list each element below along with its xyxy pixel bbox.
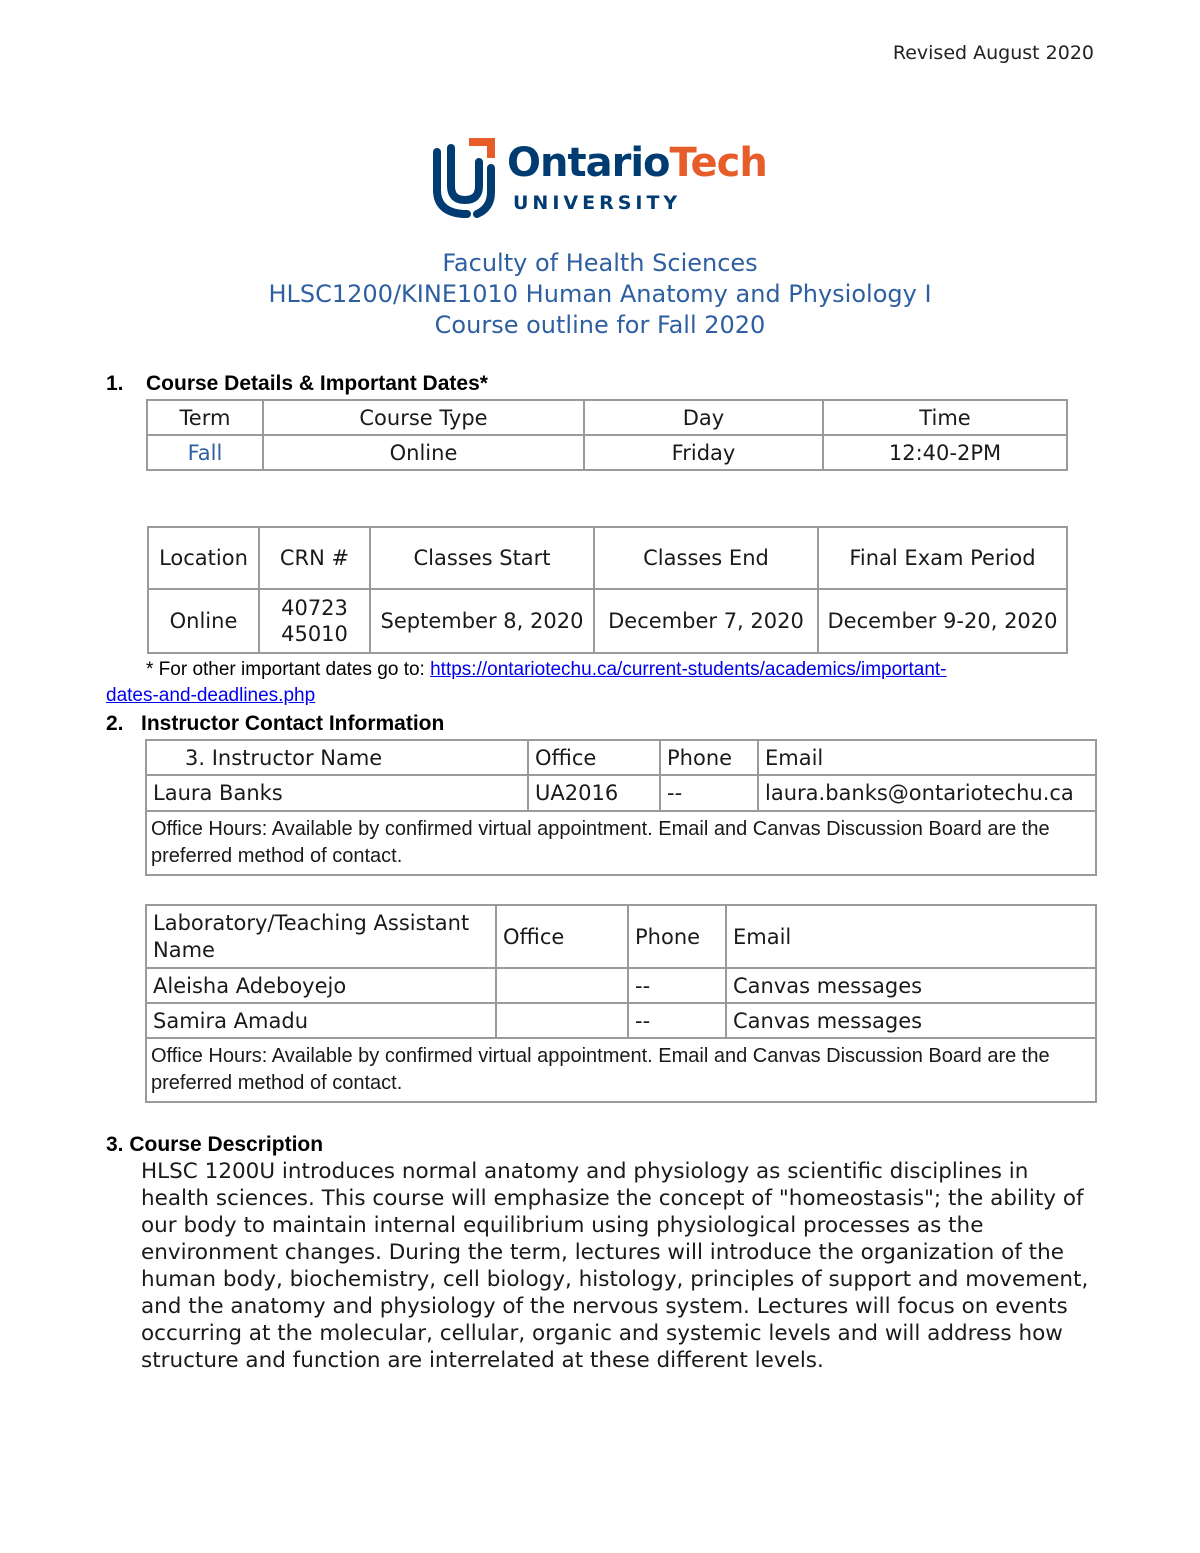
table-row <box>146 968 1096 1003</box>
ta-phone: -- <box>628 968 726 1003</box>
ta-email: Canvas messages <box>726 968 1096 1003</box>
ontariotech-shield-icon <box>433 138 497 218</box>
final-exam-value: December 9-20, 2020 <box>818 589 1067 653</box>
faculty-title: Faculty of Health Sciences <box>442 249 758 277</box>
document-title <box>0 248 1200 341</box>
course-type-value: Online <box>263 435 584 470</box>
classes-end-value: December 7, 2020 <box>594 589 818 653</box>
header-term: Term <box>147 400 263 435</box>
instructor-phone: -- <box>660 775 758 811</box>
ta-phone: -- <box>628 1003 726 1038</box>
section3-heading: 3. Course Description <box>106 1133 324 1156</box>
important-dates-note <box>106 657 1096 709</box>
course-title: HLSC1200/KINE1010 Human Anatomy and Physiology I <box>268 280 932 308</box>
instructor-table <box>145 739 1097 876</box>
day-value: Friday <box>584 435 823 470</box>
ta-office <box>496 1003 628 1038</box>
ta-name: Aleisha Adeboyejo <box>146 968 496 1003</box>
header-course-type: Course Type <box>263 400 584 435</box>
crn-value-2: 45010 <box>281 622 348 646</box>
important-dates-link-cont[interactable]: dates-and-deadlines.php <box>106 685 316 706</box>
ta-email: Canvas messages <box>726 1003 1096 1038</box>
header-classes-start: Classes Start <box>370 527 594 589</box>
outline-title: Course outline for Fall 2020 <box>434 311 766 339</box>
header-office: Office <box>528 740 660 775</box>
header-email: Email <box>758 740 1096 775</box>
logo-wordmark: OntarioTech <box>507 140 767 186</box>
header-final-exam: Final Exam Period <box>818 527 1067 589</box>
header-instructor-name: 3. Instructor Name <box>146 740 528 775</box>
header-classes-end: Classes End <box>594 527 818 589</box>
term-value: Fall <box>147 435 263 470</box>
course-details-table <box>146 399 1068 471</box>
header-location: Location <box>148 527 259 589</box>
location-value: Online <box>148 589 259 653</box>
university-logo <box>433 138 773 218</box>
ta-name: Samira Amadu <box>146 1003 496 1038</box>
section1-heading: 1. Course Details & Important Dates* <box>106 372 488 395</box>
instructor-email: laura.banks@ontariotechu.ca <box>758 775 1096 811</box>
header-day: Day <box>584 400 823 435</box>
header-crn: CRN # <box>259 527 370 589</box>
section2-heading: 2. Instructor Contact Information <box>106 712 445 735</box>
header-time: Time <box>823 400 1067 435</box>
header-ta-phone: Phone <box>628 905 726 968</box>
table-row <box>146 1003 1096 1038</box>
instructor-name: Laura Banks <box>146 775 528 811</box>
important-dates-link[interactable]: https://ontariotechu.ca/current-students/academics/important- <box>430 659 947 680</box>
note-prefix: * For other important dates go to: <box>146 659 431 680</box>
ta-office <box>496 968 628 1003</box>
crn-value-1: 40723 <box>281 596 348 620</box>
header-ta-name: Laboratory/Teaching Assistant Name <box>146 905 496 968</box>
ta-office-hours: Office Hours: Available by confirmed virtual appointment. Email and Canvas Discussion Board are the preferred method of contact. <box>146 1038 1096 1102</box>
schedule-table <box>147 526 1068 654</box>
revised-date: Revised August 2020 <box>892 42 1094 64</box>
instructor-office-hours: Office Hours: Available by confirmed virtual appointment. Email and Canvas Discussion Board are the preferred method of contact. <box>146 811 1096 875</box>
logo-university: UNIVERSITY <box>513 192 682 214</box>
header-ta-email: Email <box>726 905 1096 968</box>
instructor-office: UA2016 <box>528 775 660 811</box>
course-description: HLSC 1200U introduces normal anatomy and physiology as scientific disciplines in health sciences. This course will emphasize the concept of "homeostasis"; the ability of our body to maintain internal equilibrium using physiological processes as the environment changes. During the term, lectures will introduce the organization of the human body, biochemistry, cell biology, histology, principles of support and movement, and the anatomy and physiology of the nervous system. Lectures will focus on events occurring at the molecular, cellular, organic and systemic levels and will address how structure and function are interrelated at these different levels. <box>141 1159 1089 1373</box>
ta-table <box>145 904 1097 1103</box>
header-ta-office: Office <box>496 905 628 968</box>
classes-start-value: September 8, 2020 <box>370 589 594 653</box>
crn-values <box>259 589 370 653</box>
time-value: 12:40-2PM <box>823 435 1067 470</box>
header-phone: Phone <box>660 740 758 775</box>
